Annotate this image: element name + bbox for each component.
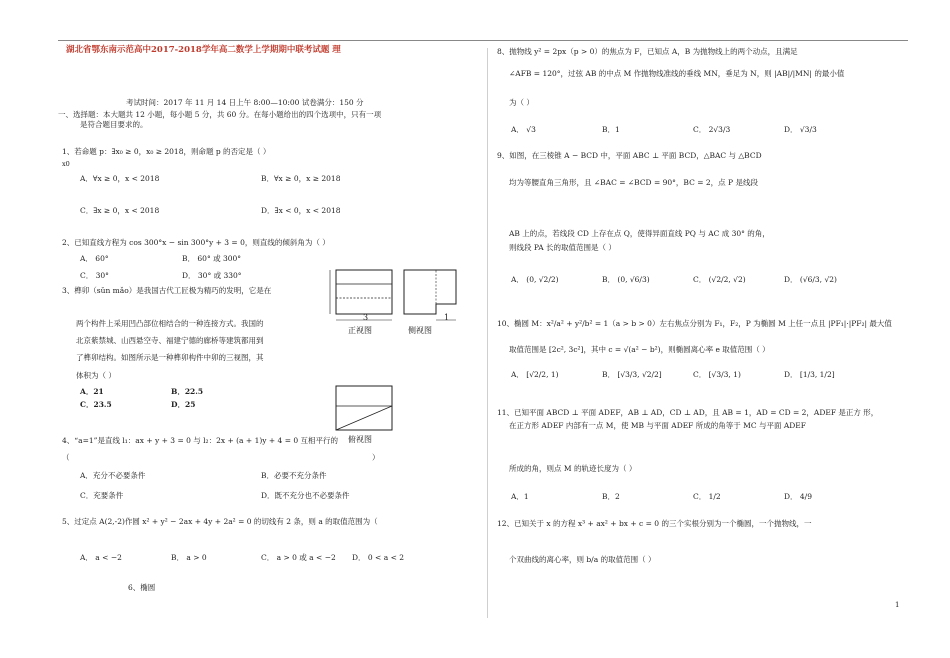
q3-option-c[interactable]: C．23.5 <box>80 400 112 409</box>
q12-stem: 12、已知关于 x 的方程 x³ + ax² + bx + c = 0 的三个实根分别为一个椭圆，一个抛物线，一 <box>497 519 812 528</box>
q3-line3: 北京紫禁城、山西悬空寺、福建宁德的廊桥等建筑都用到 <box>76 336 264 345</box>
q9-option-c[interactable]: C． (√2/2, √2) <box>693 275 746 284</box>
front-view-caption: 正视图 <box>348 326 372 335</box>
front-view-outer <box>336 270 392 314</box>
q11-option-d[interactable]: D． 4/9 <box>784 492 812 501</box>
q12-line2: 个双曲线的离心率，则 b/a 的取值范围（ ） <box>509 555 656 564</box>
q3-line4: 了榫卯结构。如图所示是一种榫卯构件中卯的三视图，其 <box>76 353 264 362</box>
q10-option-a[interactable]: A． [√2/2, 1) <box>511 370 559 379</box>
q4-paren-right: ） <box>372 453 380 462</box>
q1-option-b[interactable]: B．∀x ≥ 0，x ≥ 2018 <box>261 174 341 183</box>
q11-stem: 11、已知平面 ABCD ⊥ 平面 ADEF，AB ⊥ AD，CD ⊥ AD，且 AB = 1，AD = CD = 2，ADEF 是正方 形， <box>497 408 879 417</box>
q5-option-b[interactable]: B． a > 0 <box>171 553 207 562</box>
section-heading: 一、选择题：本大题共 12 小题，每小题 5 分，共 60 分。在每小题给出的四个选项中，只有一项 <box>58 110 382 119</box>
q8-option-a[interactable]: A． √3 <box>511 125 536 134</box>
q4-option-a[interactable]: A．充分不必要条件 <box>80 471 146 480</box>
q8-option-c[interactable]: C． 2√3/3 <box>693 125 731 134</box>
q11-option-b[interactable]: B．2 <box>602 492 620 501</box>
q4-option-c[interactable]: C．充要条件 <box>80 491 124 500</box>
q3-line5: 体积为（ ） <box>76 371 116 380</box>
q1-option-d[interactable]: D．∃x < 0，x < 2018 <box>261 206 341 215</box>
q9-option-b[interactable]: B． (0, √6/3) <box>602 275 650 284</box>
three-view-figure <box>326 266 496 446</box>
top-rule <box>58 40 908 41</box>
q2-option-a[interactable]: A． 60° <box>80 254 109 263</box>
q10-stem: 10、椭圆 M：x²/a² + y²/b² = 1（a > b > 0）左右焦点分别为 F₁，F₂，P 为椭圆 M 上任一点且 |PF₁|·|PF₂| 最大值 <box>497 319 892 328</box>
q2-option-b[interactable]: B． 60° 或 300° <box>182 254 242 263</box>
q2-stem: 2、已知直线方程为 cos 300°x − sin 300°y + 3 = 0，则直线的倾斜角为（ ） <box>62 238 330 247</box>
side-view-caption: 侧视图 <box>408 326 432 335</box>
q8-option-d[interactable]: D． √3/3 <box>784 125 817 134</box>
q11-option-c[interactable]: C． 1/2 <box>693 492 721 501</box>
q5-option-d[interactable]: D． 0 < a < 2 <box>352 553 405 562</box>
q6-heading: 6、椭圆 <box>128 583 156 592</box>
q5-option-a[interactable]: A． a < −2 <box>80 553 122 562</box>
q5-stem: 5、过定点 A(2,-2)作圆 x² + y² − 2ax + 4y + 2a² = 0 的切线有 2 条，则 a 的取值范围为（ <box>62 517 378 526</box>
q3-stem: 3、榫卯（sǔn mǎo）是我国古代工匠极为精巧的发明，它是在 <box>62 286 272 295</box>
section-heading-cont: 是符合题目要求的。 <box>80 120 148 129</box>
page-number: 1 <box>895 601 900 609</box>
q3-option-b[interactable]: B．22.5 <box>171 387 204 396</box>
q4-option-b[interactable]: B．必要不充分条件 <box>261 471 327 480</box>
q10-option-c[interactable]: C． [√3/3, 1) <box>693 370 741 379</box>
top-view-diagonal <box>336 406 392 430</box>
q2-option-c[interactable]: C． 30° <box>80 271 109 280</box>
q11-line2: 在正方形 ADEF 内部有一点 M，使 MB 与平面 ADEF 所成的角等于 MC 与平面 ADEF <box>509 421 806 430</box>
q1-option-c[interactable]: C．∃x ≥ 0，x < 2018 <box>80 206 160 215</box>
q1-stem: 1、若命题 p：∃x₀ ≥ 0，x₀ ≥ 2018，则命题 p 的否定是（ ） <box>62 147 271 156</box>
q3-option-d[interactable]: D．25 <box>171 400 196 409</box>
q4-stem: 4、“a=1”是直线 l₁：ax + y + 3 = 0 与 l₂：2x + (a + 1)y + 4 = 0 互相平行的 <box>62 436 339 445</box>
q9-option-d[interactable]: D． (√6/3, √2) <box>784 275 837 284</box>
q9-line4: 则线段 PA 长的取值范围是（ ） <box>509 243 616 252</box>
dim-1-label: 1 <box>444 313 450 322</box>
q9-stem: 9、如图，在三棱锥 A − BCD 中，平面 ABC ⊥ 平面 BCD，△BAC 与 △BCD <box>497 151 762 160</box>
q3-option-a[interactable]: A．21 <box>80 387 104 396</box>
q4-option-d[interactable]: D．既不充分也不必要条件 <box>261 491 350 500</box>
q8-stem: 8、抛物线 y² = 2px（p > 0）的焦点为 F，已知点 A，B 为抛物线上的两个动点，且满足 <box>497 47 798 56</box>
q4-paren-left: （ <box>62 453 70 462</box>
q8-line3: 为（ ） <box>509 98 534 107</box>
q10-option-d[interactable]: D． [1/3, 1/2] <box>784 370 835 379</box>
q8-line2: ∠AFB = 120°，过弦 AB 的中点 M 作抛物线准线的垂线 MN，垂足为 N，则 |AB|/|MN| 的最小值 <box>509 69 845 78</box>
document-title: 湖北省鄂东南示范高中2017-2018学年高二数学上学期期中联考试题 理 <box>66 45 341 55</box>
top-view-outer <box>336 386 392 430</box>
q9-option-a[interactable]: A． (0, √2/2) <box>511 275 559 284</box>
side-view-outline <box>404 270 456 314</box>
q11-line3: 所成的角，则点 M 的轨迹长度为（ ） <box>509 464 637 473</box>
q8-option-b[interactable]: B．1 <box>602 125 620 134</box>
q11-option-a[interactable]: A．1 <box>511 492 529 501</box>
q2-option-d[interactable]: D． 30° 或 330° <box>182 271 242 280</box>
q1-option-a[interactable]: A．∀x ≥ 0，x < 2018 <box>80 174 160 183</box>
q10-line2: 取值范围是 [2c², 3c²]，其中 c = √(a² − b²)，则椭圆离心率 e 取值范围（ ） <box>509 345 770 354</box>
q3-line2: 两个构件上采用凹凸部位相结合的一种连接方式。我国的 <box>76 319 264 328</box>
top-view-caption: 俯视图 <box>348 435 372 444</box>
q9-line3: AB 上的点，若线段 CD 上存在点 Q，使得异面直线 PQ 与 AC 成 30° 的角， <box>509 229 770 238</box>
q5-option-c[interactable]: C． a > 0 或 a < −2 <box>261 553 336 562</box>
q10-option-b[interactable]: B． [√3/3, √2/2] <box>602 370 662 379</box>
q9-line2: 均为等腰直角三角形，且 ∠BAC = ∠BCD = 90°，BC = 2，点 P 是线段 <box>509 178 758 187</box>
dim-3-label: 3 <box>363 313 369 322</box>
exam-info: 考试时间：2017 年 11 月 14 日上午 8:00—10:00 试卷满分：150 分 <box>126 98 364 107</box>
q1-x0: x0 <box>62 160 70 168</box>
